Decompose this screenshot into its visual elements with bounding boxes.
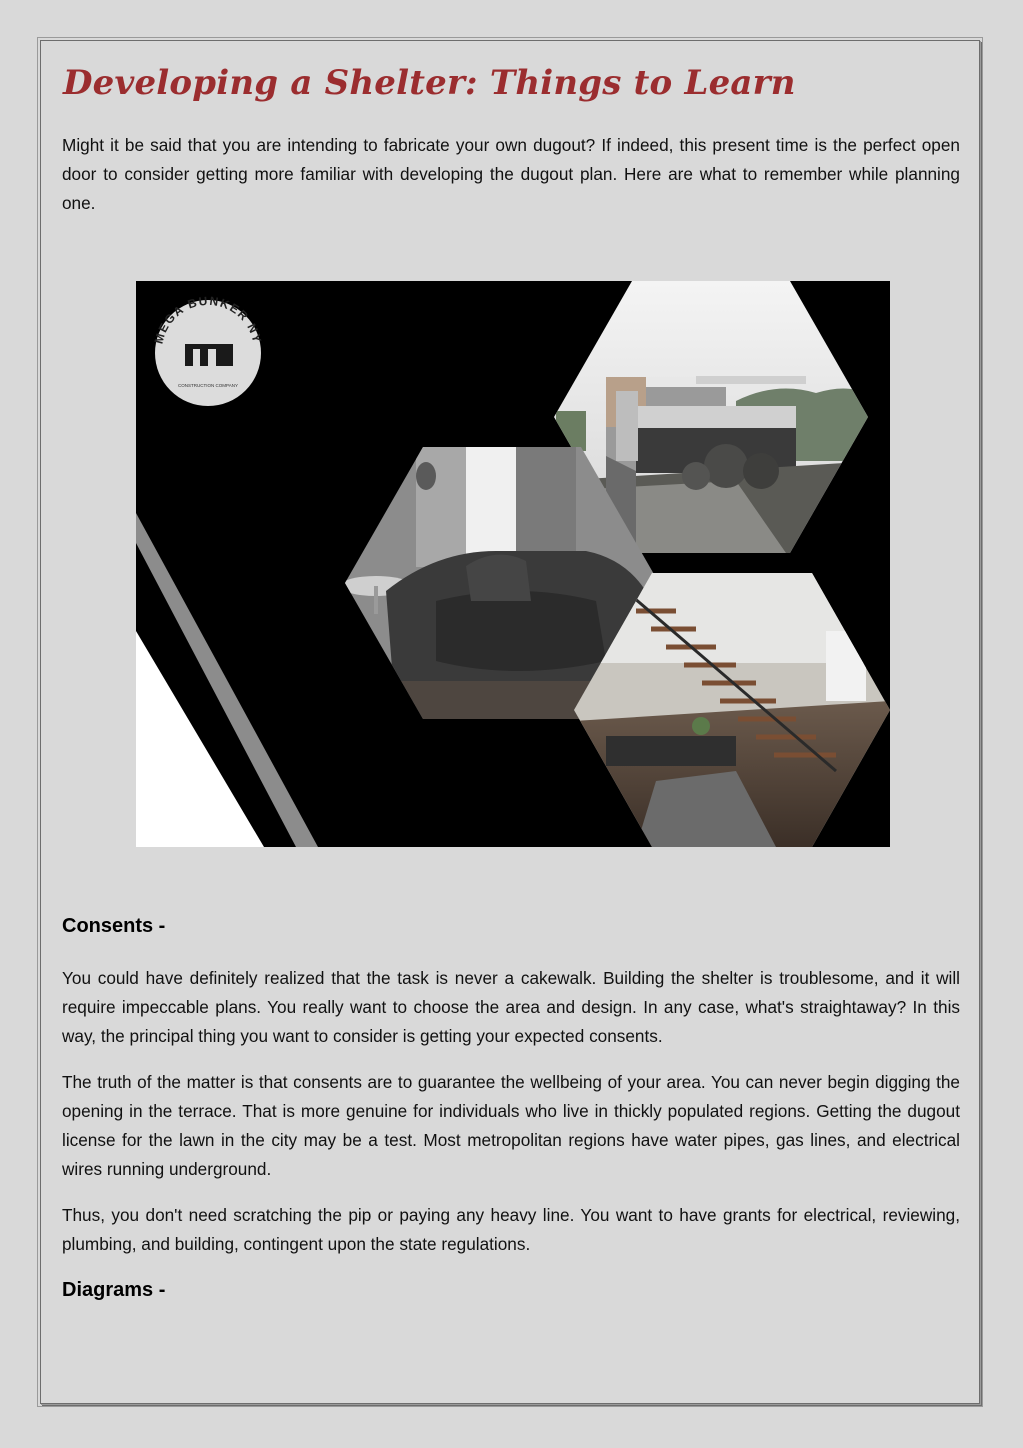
section-heading-diagrams: Diagrams - [62, 1279, 166, 1301]
hero-collage [136, 281, 890, 847]
mega-bunker-logo [151, 294, 264, 406]
consents-paragraph-2: The truth of the matter is that consents are to guarantee the wellbeing of your area. You can never begin digging the opening in the terrace. That is more genuine for individuals who live in thickly populated regions. Getting the dugout license for the lawn in the city may be a test. Most metropolitan regions have water pipes, gas lines, and electrical wires running underground. [62, 1072, 960, 1179]
intro-paragraph: Might it be said that you are intending to fabricate your own dugout? If indeed, this present time is the perfect open door to consider getting more familiar with developing the dugout plan. Here are what to remember while planning one. [62, 135, 960, 213]
document-page [40, 40, 980, 1404]
page-title: Developing a Shelter: Things to Learn [63, 63, 796, 103]
logo-subtext: CONSTRUCTION COMPANY [178, 383, 238, 388]
logo-ring-text: MEGA BUNKER NY [151, 293, 265, 346]
consents-paragraph-3: Thus, you don't need scratching the pip or paying any heavy line. You want to have grants for electrical, reviewing, plumbing, and building, contingent upon the state regulations. [62, 1205, 960, 1254]
consents-paragraph-1: You could have definitely realized that the task is never a cakewalk. Building the shelter is troublesome, and it will require impeccable plans. You really want to choose the area and design. In any case, what's straightaway? In this way, the principal thing you want to consider is getting your expected consents. [62, 968, 960, 1046]
hero-image [136, 281, 890, 847]
section-heading-consents: Consents - [62, 915, 166, 937]
